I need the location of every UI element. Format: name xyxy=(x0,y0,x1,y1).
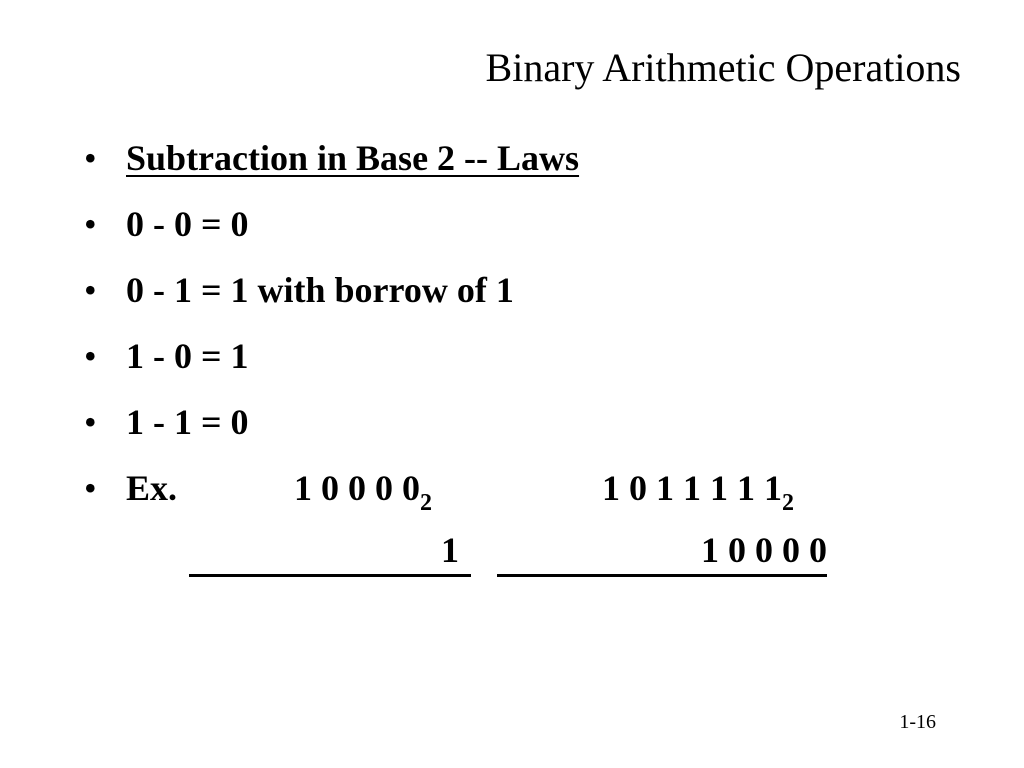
bullet-icon: • xyxy=(84,402,97,442)
bullet-heading-text: Subtraction in Base 2 -- Laws xyxy=(126,138,580,178)
example-2-base-subscript: 2 xyxy=(782,490,794,516)
example-1-minuend xyxy=(294,464,432,516)
example-2-minuend xyxy=(602,464,794,516)
bullet-law-text: 0 - 0 = 0 xyxy=(126,204,249,244)
bullet-law-text: 1 - 0 = 1 xyxy=(126,336,249,376)
bullet-law-text: 1 - 1 = 0 xyxy=(126,402,249,442)
bullet-icon: • xyxy=(84,468,97,508)
example-1-minuend-digits: 1 0 0 0 0 xyxy=(294,468,420,508)
slide-title: Binary Arithmetic Operations xyxy=(485,45,961,90)
example-2-minuend-digits: 1 0 1 1 1 1 1 xyxy=(602,468,782,508)
slide-number: 1-16 xyxy=(899,711,936,733)
example-1-base-subscript: 2 xyxy=(420,490,432,516)
bullet-icon: • xyxy=(84,138,97,178)
bullet-law-text: 0 - 1 = 1 with borrow of 1 xyxy=(126,270,514,310)
example-label: Ex. xyxy=(126,468,178,508)
bullet-icon: • xyxy=(84,336,97,376)
example-2-subtrahend: 1 0 0 0 0 xyxy=(497,526,827,577)
example-1-subtrahend: 1 xyxy=(189,526,471,577)
bullet-icon: • xyxy=(84,270,97,310)
bullet-icon: • xyxy=(84,204,97,244)
